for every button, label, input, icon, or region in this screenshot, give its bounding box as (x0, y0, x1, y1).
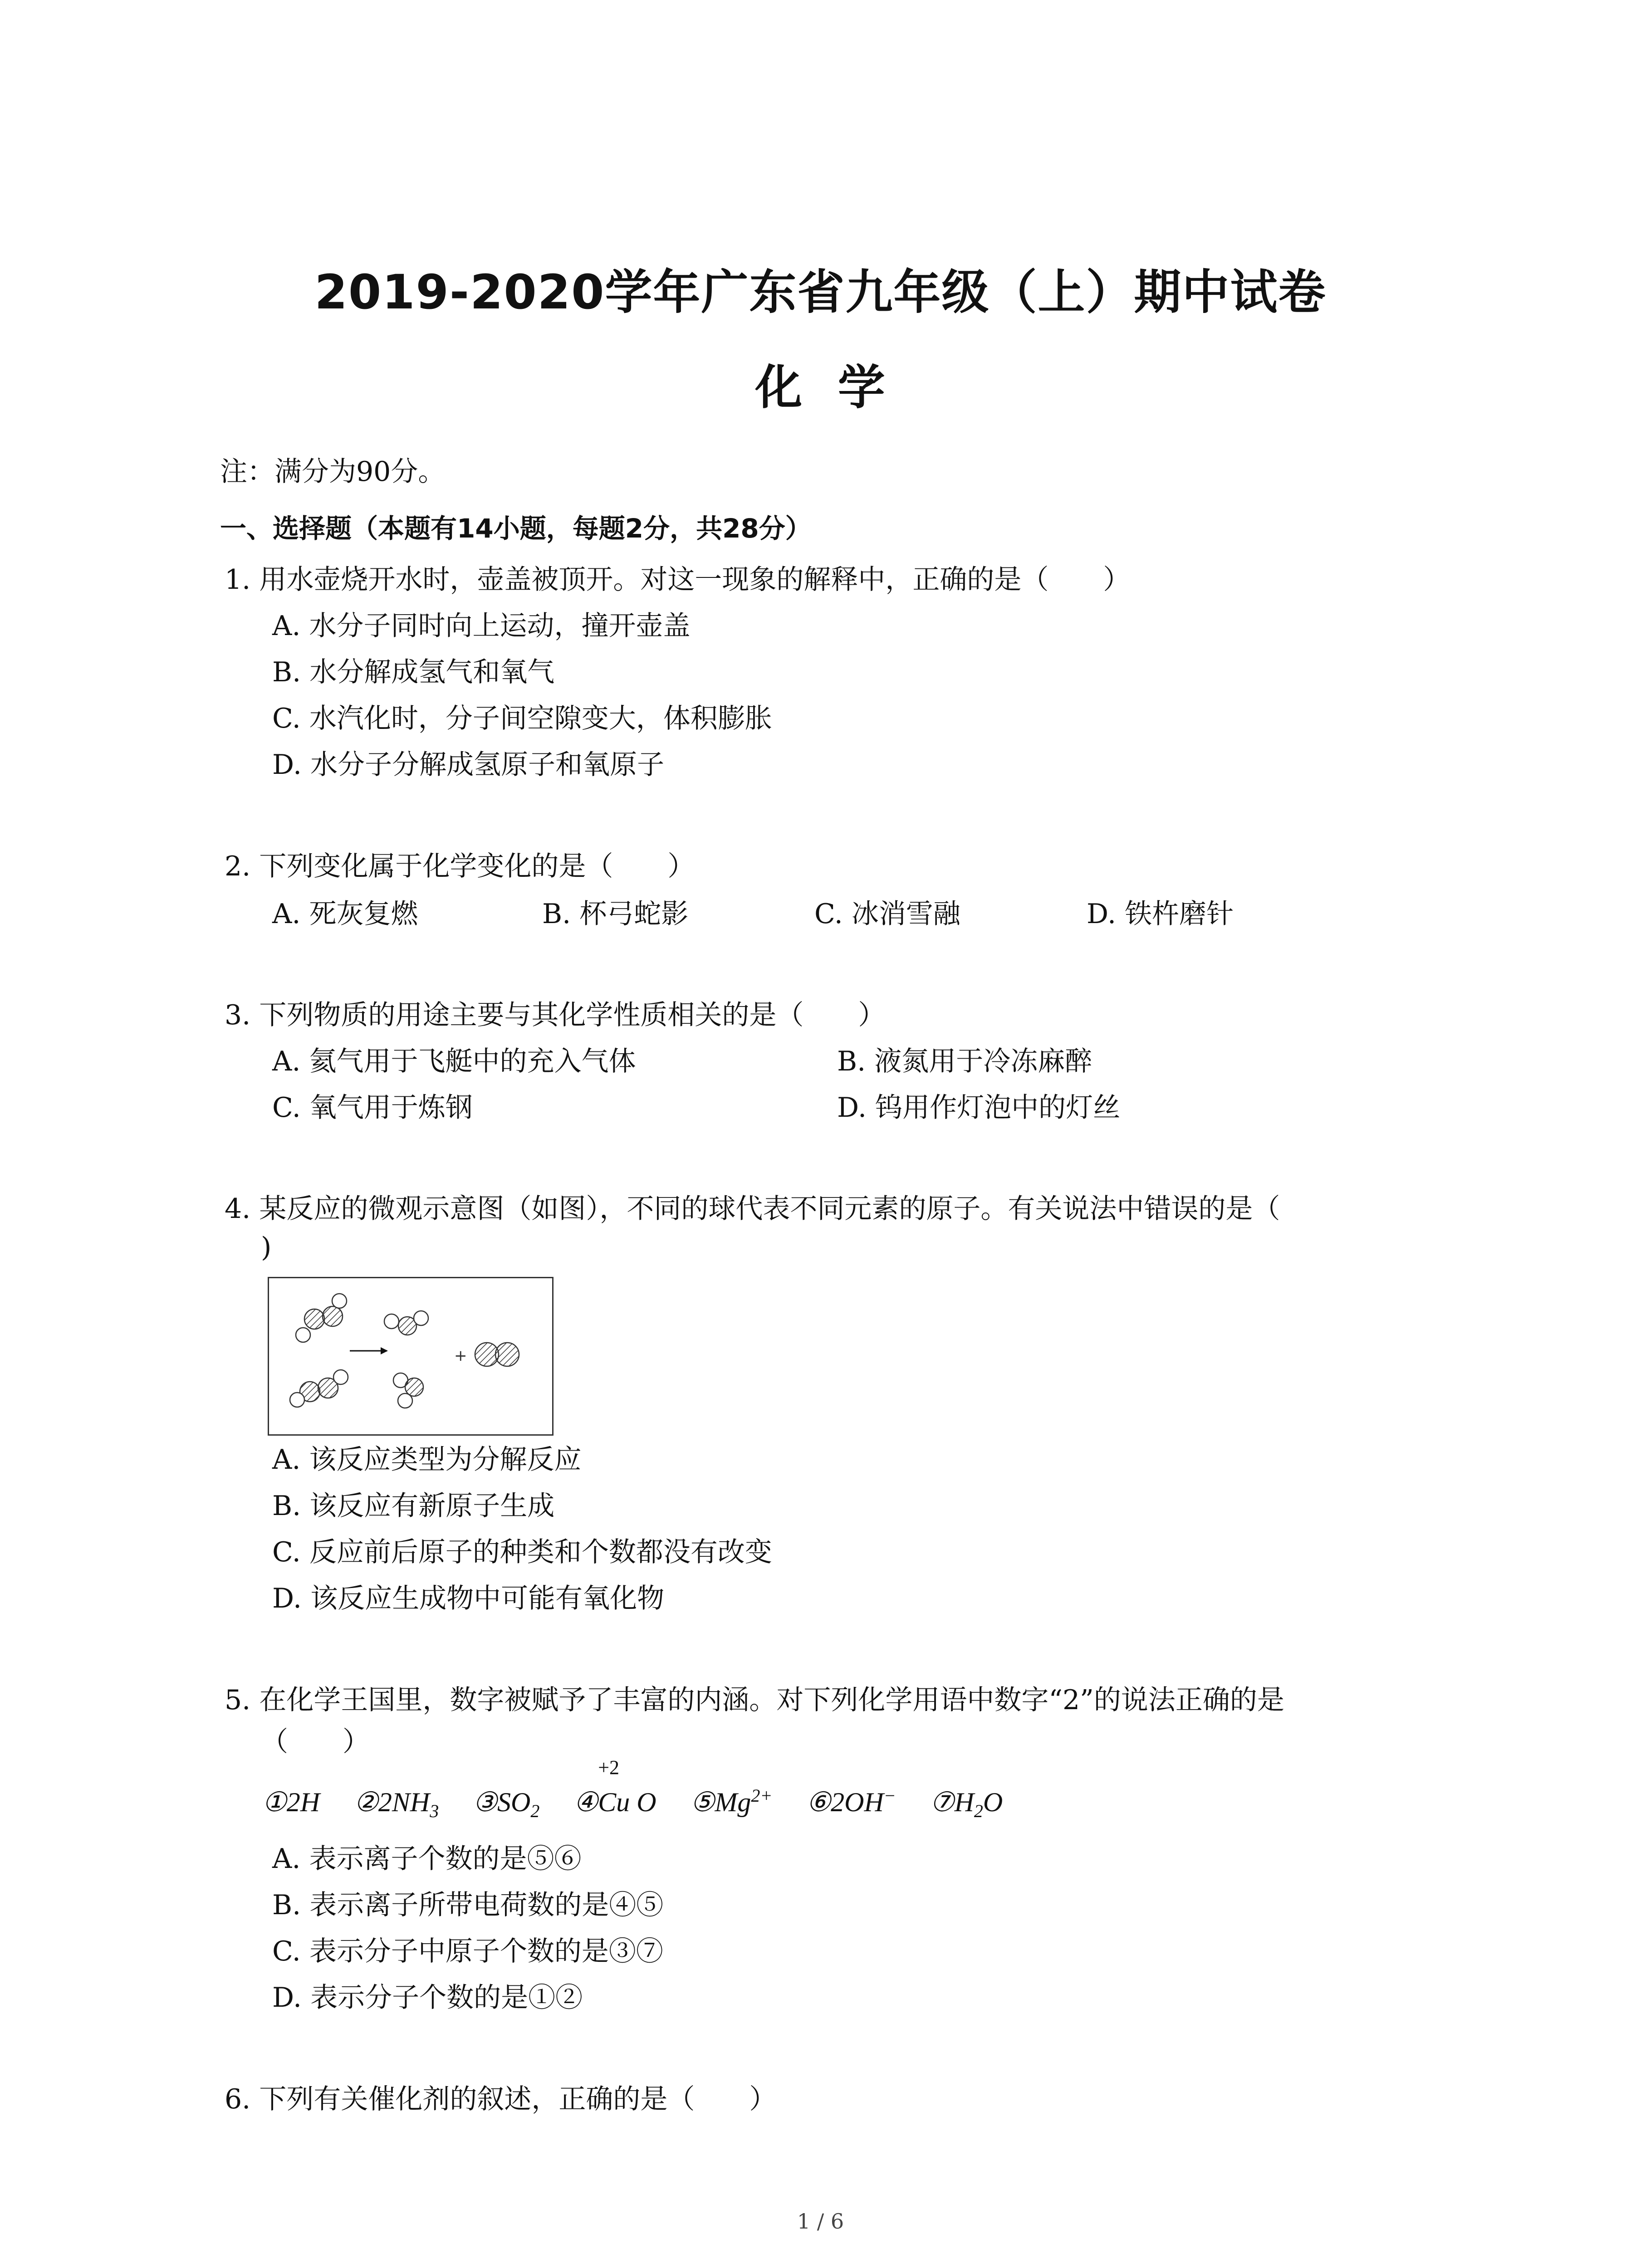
question-2-option-a: A. 死灰复燃 (272, 898, 418, 930)
formula-1: ①2H (262, 1787, 320, 1817)
question-2-stem: 2. 下列变化属于化学变化的是（ ） (225, 850, 695, 882)
question-4-stem: 4. 某反应的微观示意图（如图），不同的球代表不同元素的原子。有关说法中错误的是（ (225, 1193, 1280, 1225)
product-molecule-top (384, 1311, 428, 1335)
chemical-formulas (262, 1756, 1030, 1822)
plus-sign: + (454, 1347, 467, 1365)
question-4-option-a: A. 该反应类型为分解反应 (272, 1444, 582, 1476)
question-5-option-d: D. 表示分子个数的是①② (272, 1982, 583, 2014)
formula-6: ⑥2OH− (806, 1785, 896, 1817)
question-1-option-c: C. 水汽化时，分子间空隙变大，体积膨胀 (272, 703, 772, 734)
question-3-option-a: A. 氦气用于飞艇中的充入气体 (272, 1046, 636, 1077)
question-1-option-b: B. 水分解成氢气和氧气 (272, 656, 555, 688)
reactant-molecule-top (296, 1294, 347, 1342)
question-4-option-c: C. 反应前后原子的种类和个数都没有改变 (272, 1536, 772, 1568)
section-heading: 一、选择题（本题有14小题，每题2分，共28分） (220, 513, 812, 544)
question-3-stem: 3. 下列物质的用途主要与其化学性质相关的是（ ） (225, 999, 886, 1031)
question-2-option-d: D. 铁杵磨针 (1087, 898, 1234, 930)
subject-title: 化 学 (755, 360, 886, 415)
question-4-option-d: D. 该反应生成物中可能有氧化物 (272, 1583, 665, 1614)
page-number: 1 / 6 (797, 2209, 844, 2234)
exam-title: 2019-2020学年广东省九年级（上）期中试卷 (314, 264, 1327, 320)
molecule-diagram-svg (269, 1278, 552, 1434)
question-5-stem: 5. 在化学王国里，数字被赋予了丰富的内涵。对下列化学用语中数字“2”的说法正确的是 (225, 1684, 1284, 1716)
question-3-option-b: B. 液氮用于冷冻麻醉 (837, 1046, 1092, 1077)
formula-7: $⑦H_2O$ (930, 1787, 1003, 1821)
score-note: 注：满分为90分。 (220, 456, 446, 488)
formula-5: $⑤Mg^{2+}$ (690, 1785, 773, 1817)
question-2-option-c: C. 冰消雪融 (814, 898, 960, 930)
reaction-diagram (268, 1277, 554, 1436)
question-3-option-c: C. 氧气用于炼钢 (272, 1092, 473, 1124)
question-4-stem-continued: ) (261, 1232, 272, 1263)
question-6-stem: 6. 下列有关催化剂的叙述，正确的是（ ） (225, 2083, 777, 2115)
question-1-option-d: D. 水分子分解成氢原子和氧原子 (272, 749, 665, 781)
question-5-stem-continued: （ ） (261, 1726, 370, 1758)
formula-4: ④ +2 Cu O (573, 1756, 656, 1817)
reaction-arrow (350, 1347, 388, 1354)
question-5-option-c: C. 表示分子中原子个数的是③⑦ (272, 1936, 663, 1967)
formula-3: $③SO_2$ (473, 1787, 540, 1821)
formula-2: $②2NH_3$ (354, 1787, 439, 1821)
reactant-molecule-bottom (290, 1370, 348, 1407)
question-3-option-d: D. 钨用作灯泡中的灯丝 (837, 1092, 1121, 1124)
valence-label: +2 (598, 1756, 620, 1779)
product-diatomic-molecule (475, 1343, 519, 1366)
product-molecule-bottom (393, 1373, 423, 1408)
question-2-option-b: B. 杯弓蛇影 (542, 898, 689, 930)
question-1-stem: 1. 用水壶烧开水时，壶盖被顶开。对这一现象的解释中，正确的是（ ） (225, 564, 1131, 596)
question-4-option-b: B. 该反应有新原子生成 (272, 1490, 555, 1522)
question-5-option-b: B. 表示离子所带电荷数的是④⑤ (272, 1889, 664, 1921)
question-1-option-a: A. 水分子同时向上运动，撞开壶盖 (272, 610, 691, 642)
question-5-option-a: A. 表示离子个数的是⑤⑥ (272, 1843, 582, 1875)
